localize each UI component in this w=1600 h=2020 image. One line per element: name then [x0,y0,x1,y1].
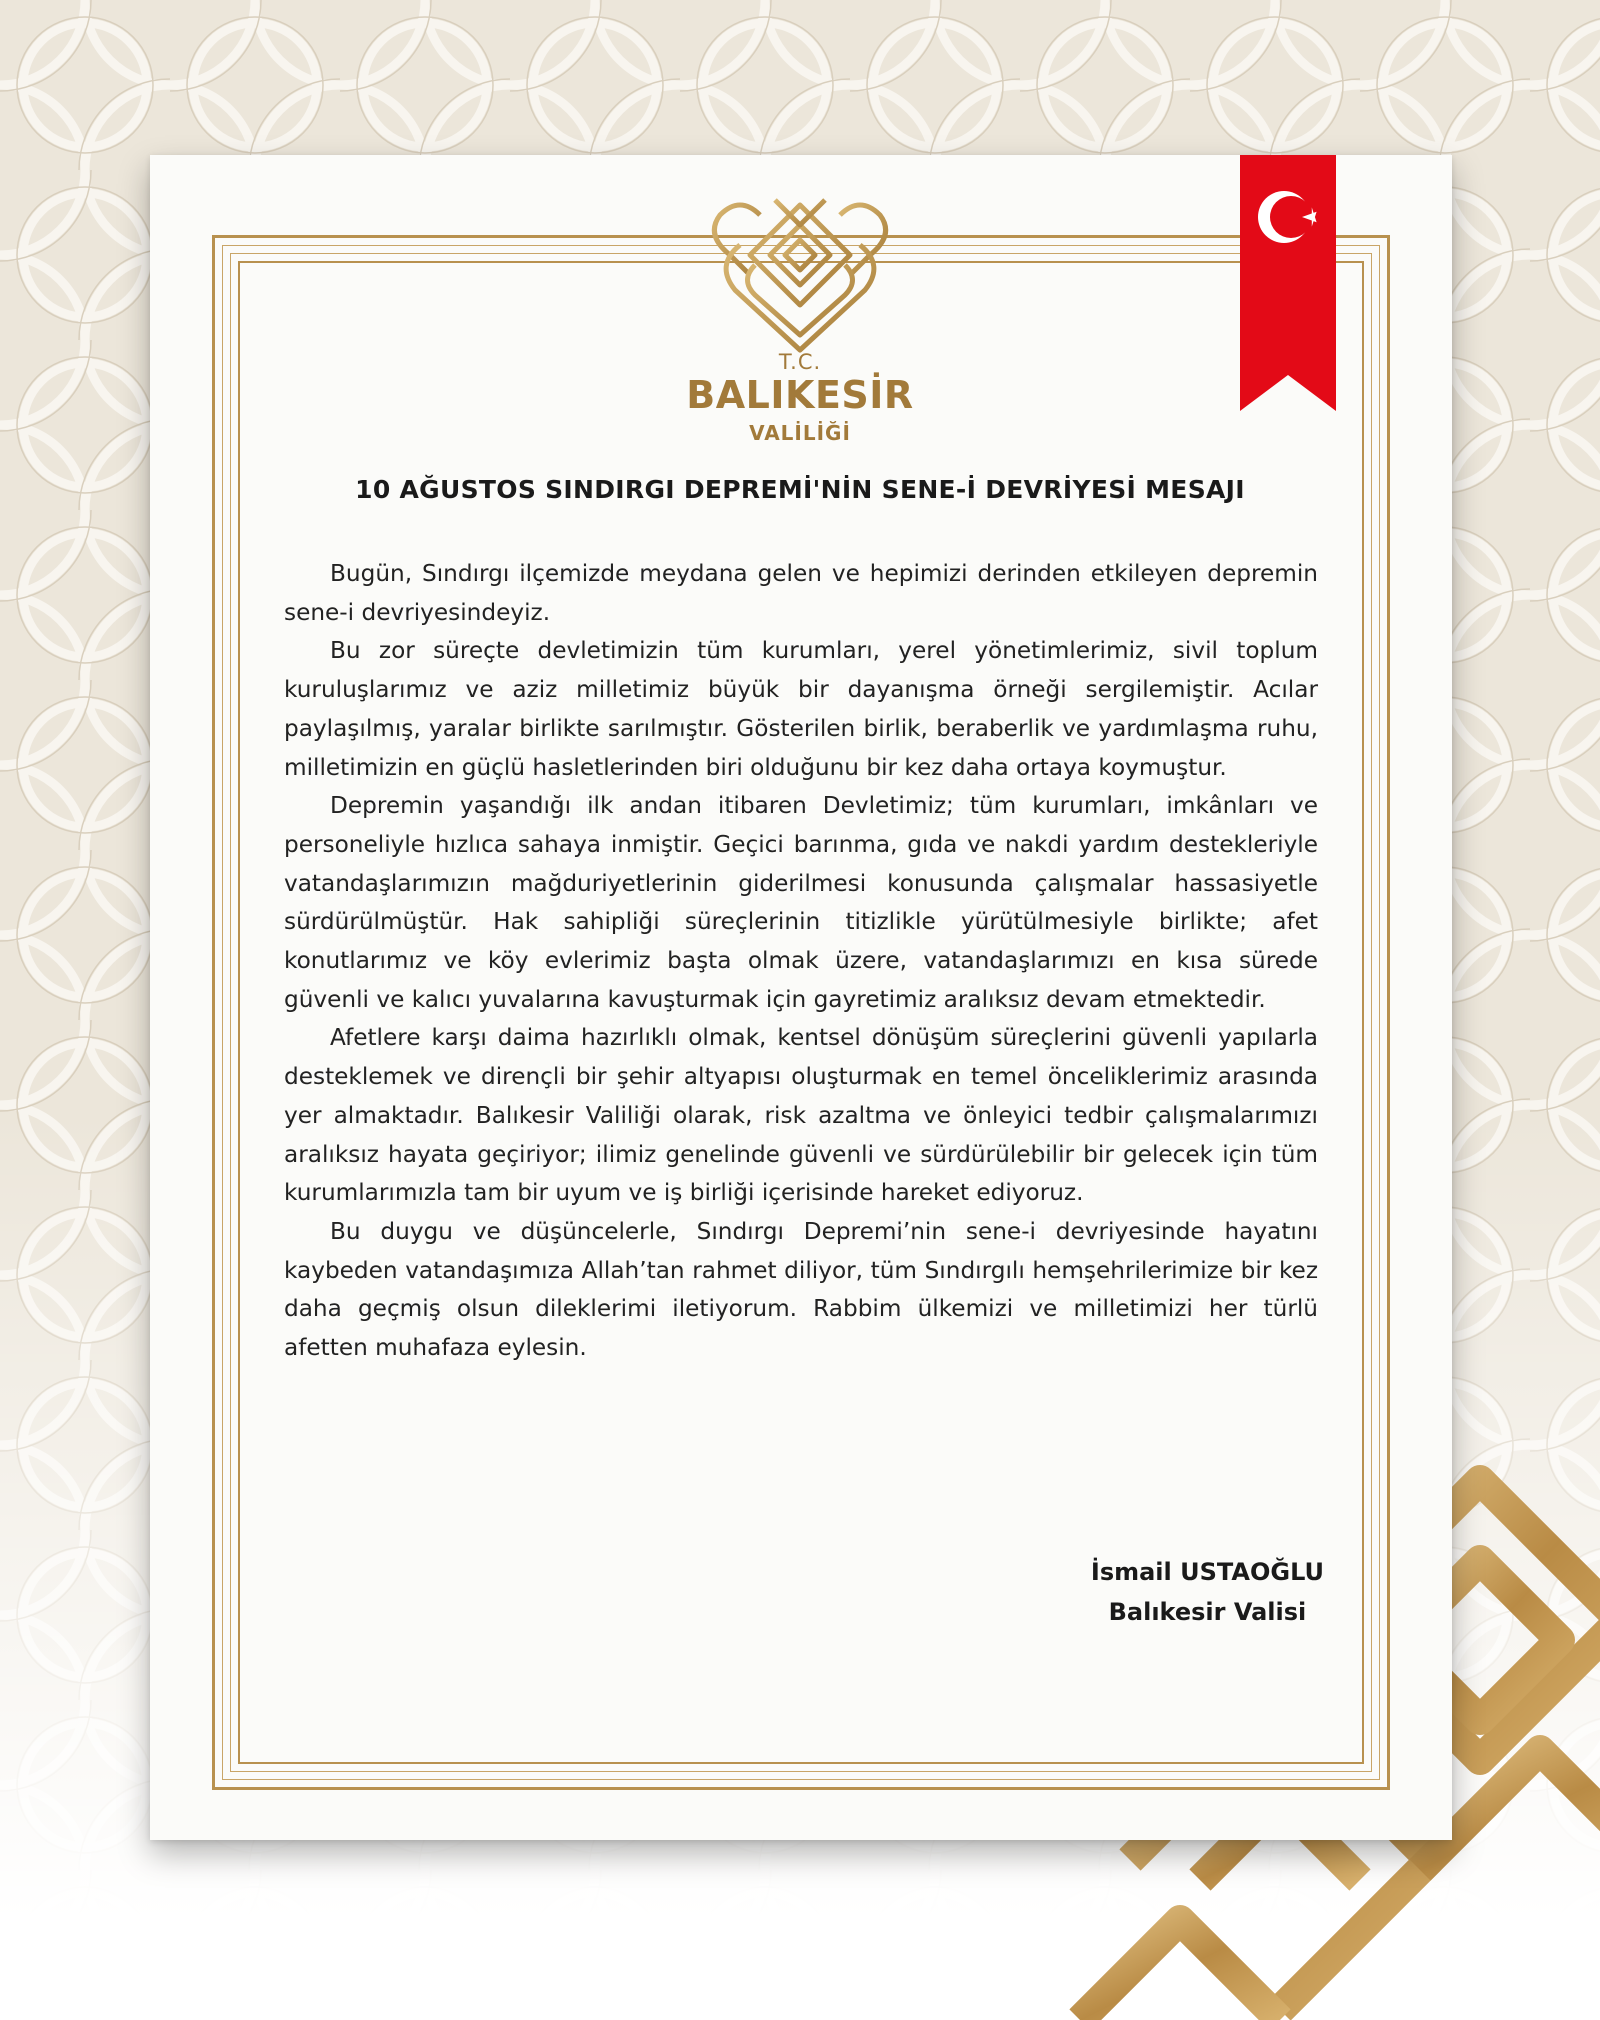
letter-paper [150,155,1452,1840]
logo-tc-text: T.C. [778,350,822,374]
signatory-title: Balıkesir Valisi [1108,1598,1307,1626]
logo-name-text: BALIKESİR [686,373,914,417]
body-paragraph: Bu zor süreçte devletimizin tüm kurumları, yerel yönetimlerimiz, sivil toplum kuruluşlarımız ve aziz milletimiz büyük bir dayanışma örneği sergilemiştir. Acılar paylaşılmış, yaralar birlikte sarılmıştır. Gösterilen birlik, beraberlik ve yardımlaşma ruhu, milletimizin en güçlü hasletlerinden biri olduğunu bir kez daha ortaya koymuştur. [284,637,1318,781]
turkish-flag-ribbon-icon [1240,155,1336,411]
body-paragraph: Depremin yaşandığı ilk andan itibaren Devletimiz; tüm kurumları, imkânları ve personeliyle hızlıca sahaya inmiştir. Geçici barınma, gıda ve nakdi yardım destekleriyle vatandaşlarımızın mağduriyetlerinin giderilmesi konusunda çalışmalar hassasiyetle sürdürülmüştür. Hak sahipliği süreçlerinin titizlikle yürütülmesiyle birlikte; afet konutlarımız ve köy evlerimiz başta olmak üzere, vatandaşlarımızı en kısa sürede güvenli ve kalıcı yuvalarına kavuşturmak için gayretimiz aralıksız devam etmektedir. [284,792,1318,1013]
signatory-name: İsmail USTAOĞLU [1090,1558,1324,1586]
letter-body [284,555,1318,1368]
body-paragraph: Afetlere karşı daima hazırlıklı olmak, kentsel dönüşüm süreçlerini güvenli yapılarla desteklemek ve dirençli bir şehir altyapısı oluşturmak en temel önceliklerimiz arasında yer almaktadır. Balıkesir Valiliği olarak, risk azaltma ve önleyici tedbir çalışmalarımızı aralıksız hayata geçiriyor; ilimiz genelinde güvenli ve sürdürülebilir bir gelecek için tüm kurumlarımızla tam bir uyum ve iş birliği içerisinde hareket ediyoruz. [284,1024,1318,1207]
letter-title: 10 AĞUSTOS SINDIRGI DEPREMİ'NİN SENE-İ DEVRİYESİ MESAJI [355,475,1245,504]
body-paragraph: Bugün, Sındırgı ilçemizde meydana gelen ve hepimizi derinden etkileyen depremin sene-i devriyesindeyiz. [284,560,1318,626]
body-paragraph: Bu duygu ve düşüncelerle, Sındırgı Depremi’nin sene-i devriyesinde hayatını kaybeden vatandaşımıza Allah’tan rahmet diliyor, tüm Sındırgılı hemşehrilerimize bir kez daha geçmiş olsun dileklerimi iletiyorum. Rabbim ülkemizi ve milletimizi her türlü afetten muhafaza eylesin. [284,1217,1318,1362]
logo-sub-text: VALİLİĞİ [749,421,851,445]
signature-block [1091,1552,1324,1632]
balikesir-valiligi-logo-icon [700,185,900,355]
